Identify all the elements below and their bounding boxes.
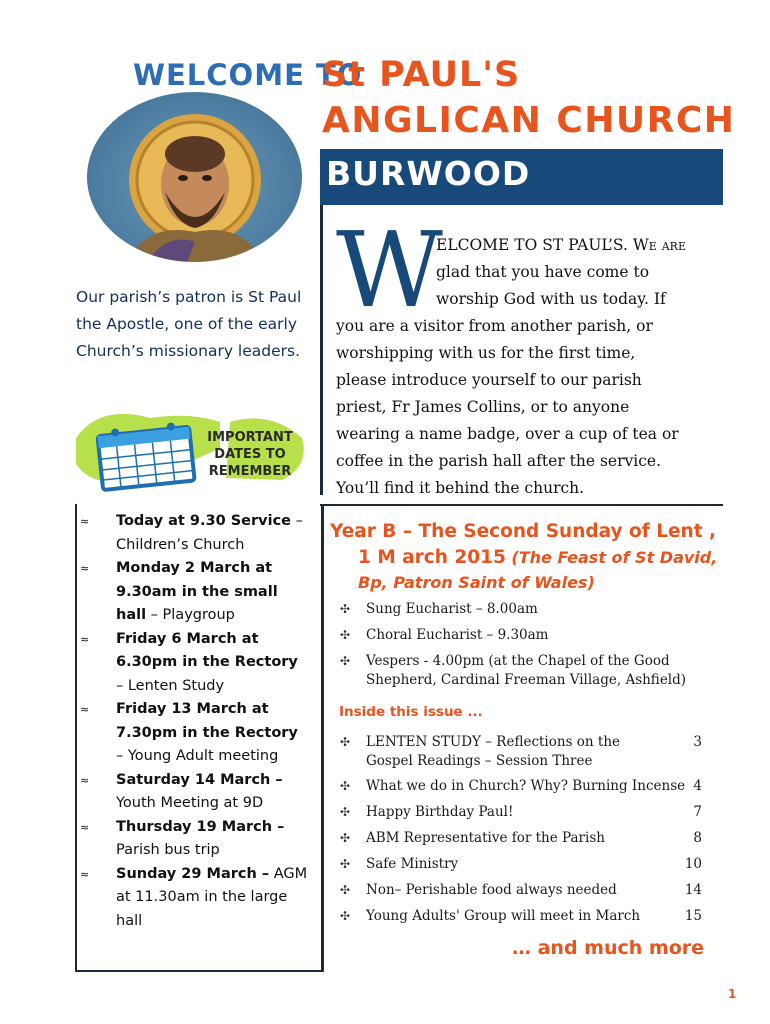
sunday-date-line bbox=[330, 545, 730, 571]
date-item bbox=[80, 769, 308, 816]
issue-item-title: Happy Birthday Paul! bbox=[366, 804, 514, 820]
saint-portrait-image bbox=[87, 92, 302, 262]
issue-item-page: 10 bbox=[684, 856, 702, 872]
page-number: 1 bbox=[728, 987, 737, 1001]
date-item-text: – Young Adult meeting bbox=[116, 748, 279, 764]
sunday-date: 1 M arch 2015 bbox=[358, 547, 506, 568]
bullet-star-icon: ✣ bbox=[340, 857, 351, 871]
welcome-heading: WELCOME TO bbox=[133, 58, 363, 92]
dates-graphic-line1: IMPORTANT bbox=[207, 430, 293, 445]
bullet-icon: ≈ bbox=[80, 632, 90, 646]
issue-item bbox=[340, 803, 702, 829]
date-item-bold: Friday 13 March at 7.30pm in the Rectory bbox=[116, 701, 298, 741]
welcome-line: glad that you have come to bbox=[436, 263, 650, 281]
service-text: Choral Eucharist – 9.30am bbox=[366, 627, 549, 643]
and-much-more: … and much more bbox=[512, 937, 705, 959]
date-item-text: Parish bus trip bbox=[116, 842, 220, 858]
bullet-star-icon: ✣ bbox=[340, 831, 351, 845]
date-item bbox=[80, 816, 308, 863]
section-divider bbox=[320, 504, 723, 506]
welcome-line: priest, Fr James Collins, or to anyone bbox=[336, 398, 630, 416]
issue-item-title: Young Adults' Group will meet in March bbox=[366, 908, 641, 924]
date-item-text: – Children’s Church bbox=[116, 513, 303, 553]
issue-item-page: 3 bbox=[693, 734, 702, 750]
welcome-line: You’ll find it behind the church. bbox=[336, 479, 585, 497]
drop-cap: W bbox=[336, 209, 443, 331]
date-item bbox=[80, 628, 308, 699]
church-name-line1: St PAUL'S bbox=[322, 55, 521, 95]
welcome-line: coffee in the parish hall after the service. bbox=[336, 452, 661, 470]
bullet-star-icon: ✣ bbox=[340, 805, 351, 819]
issue-item-page: 14 bbox=[684, 882, 702, 898]
service-text: Sung Eucharist – 8.00am bbox=[366, 601, 538, 617]
bullet-icon: ≈ bbox=[80, 773, 90, 787]
date-item-bold: Friday 6 March at 6.30pm in the Rectory bbox=[116, 630, 298, 670]
sunday-title: Year B – The Second Sunday of Lent , bbox=[330, 521, 717, 542]
patron-description: Our parish’s patron is St Paul the Apostle, one of the early Church’s missionary leaders. bbox=[76, 288, 302, 360]
issue-item-title: LENTEN STUDY – Reflections on the Gospel Readings – Session Three bbox=[366, 734, 621, 769]
sunday-feast: (The Feast of St David, bbox=[505, 548, 718, 567]
issue-item bbox=[340, 777, 702, 803]
dates-graphic-line2: DATES TO bbox=[214, 447, 286, 462]
issue-item-page: 15 bbox=[684, 908, 702, 924]
date-item-text: AGM at 11.30am in the large hall bbox=[116, 865, 308, 929]
important-dates-graphic bbox=[70, 408, 308, 492]
inside-issue-title: Inside this issue ... bbox=[339, 704, 483, 720]
bullet-icon: ≈ bbox=[80, 515, 90, 528]
bullet-icon: ≈ bbox=[80, 703, 90, 716]
bullet-star-icon: ✣ bbox=[340, 628, 351, 642]
issue-item-title: What we do in Church? Why? Burning Incense bbox=[366, 778, 686, 794]
bullet-star-icon: ✣ bbox=[340, 883, 351, 897]
welcome-line: wearing a name badge, over a cup of tea or bbox=[336, 425, 679, 443]
service-item bbox=[340, 626, 690, 645]
service-item bbox=[340, 652, 690, 690]
church-name-line2: ANGLICAN CHURCH bbox=[322, 100, 736, 141]
issue-contents-list bbox=[340, 733, 702, 933]
bullet-star-icon: ✣ bbox=[340, 735, 351, 749]
bullet-star-icon: ✣ bbox=[340, 602, 351, 616]
date-item-bold: Today at 9.30 Service bbox=[116, 513, 292, 529]
important-dates-list bbox=[80, 510, 308, 933]
issue-item bbox=[340, 829, 702, 855]
dates-graphic-line3: REMEMBER bbox=[208, 464, 292, 479]
bullet-star-icon: ✣ bbox=[340, 654, 351, 668]
issue-item bbox=[340, 855, 702, 881]
issue-item-page: 4 bbox=[693, 778, 702, 794]
date-item-bold: Sunday 29 March – bbox=[116, 865, 270, 882]
service-times-list bbox=[340, 600, 690, 697]
issue-item bbox=[340, 733, 702, 777]
welcome-line: worshipping with us for the first time, bbox=[336, 344, 636, 362]
bullet-icon: ≈ bbox=[80, 562, 90, 575]
issue-item-page: 7 bbox=[693, 804, 702, 820]
date-item bbox=[80, 557, 308, 628]
bullet-icon: ≈ bbox=[80, 820, 90, 834]
issue-item-page: 8 bbox=[693, 830, 702, 846]
welcome-line: please introduce yourself to our parish bbox=[336, 371, 642, 389]
bullet-star-icon: ✣ bbox=[340, 909, 351, 923]
issue-item bbox=[340, 881, 702, 907]
welcome-line: you are a visitor from another parish, or bbox=[336, 317, 653, 335]
issue-item-title: ABM Representative for the Parish bbox=[366, 830, 605, 846]
service-text: Vespers - 4.00pm (at the Chapel of the Good Shepherd, Cardinal Freeman Village, Ashfield) bbox=[366, 653, 687, 688]
date-item bbox=[80, 510, 308, 557]
date-item-text: – Lenten Study bbox=[116, 677, 225, 694]
date-item-bold: Thursday 19 March – bbox=[116, 818, 285, 835]
welcome-paragraph bbox=[336, 232, 724, 502]
date-item bbox=[80, 698, 308, 769]
issue-item-title: Safe Ministry bbox=[366, 856, 459, 872]
issue-item bbox=[340, 907, 702, 933]
date-item bbox=[80, 863, 308, 934]
date-item-text: Youth Meeting at 9D bbox=[116, 795, 264, 811]
welcome-line bbox=[336, 232, 724, 259]
sunday-heading bbox=[330, 519, 730, 595]
bullet-icon: ≈ bbox=[80, 867, 90, 881]
welcome-line: worship God with us today. If bbox=[436, 290, 666, 308]
bullet-star-icon: ✣ bbox=[340, 779, 351, 793]
date-item-bold: Saturday 14 March – bbox=[116, 771, 283, 788]
welcome-line-text: ELCOME TO ST PAUL’S. We are bbox=[436, 236, 686, 254]
column-divider bbox=[320, 205, 323, 495]
suburb-title: BURWOOD bbox=[326, 154, 531, 193]
date-item-text: – Playgroup bbox=[146, 607, 235, 623]
calendar-icon bbox=[70, 408, 308, 492]
st-paul-portrait bbox=[87, 92, 302, 262]
service-item bbox=[340, 600, 690, 619]
sunday-feast-line2: Bp, Patron Saint of Wales) bbox=[358, 573, 595, 592]
date-item-bold: Monday 2 March at 9.30am in the small hall bbox=[116, 560, 278, 623]
issue-item-title: Non– Perishable food always needed bbox=[366, 882, 617, 898]
